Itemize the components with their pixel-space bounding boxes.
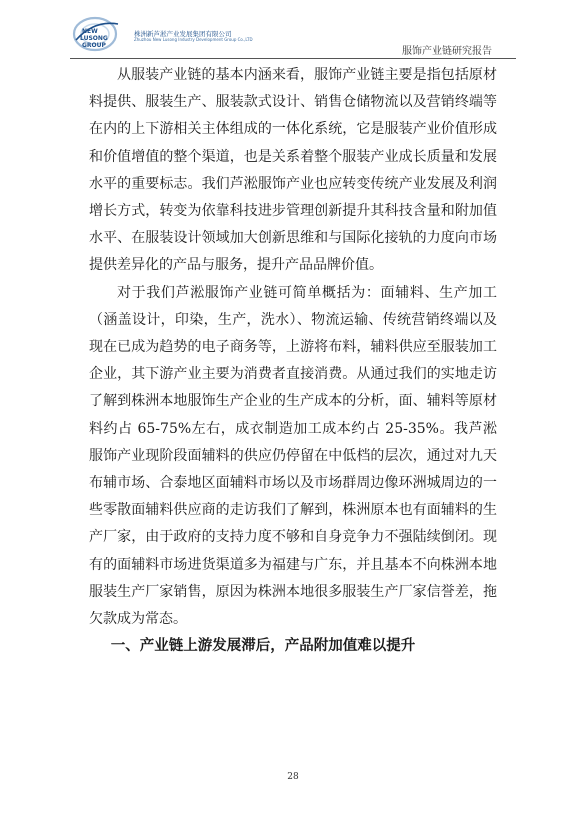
section-heading: 一、产业链上游发展滞后，产品附加值难以提升 <box>110 638 416 655</box>
logo-text-1: NEW <box>82 28 98 35</box>
company-name: 株洲新芦淞产业发展集团有限公司 <box>134 30 232 38</box>
page-number: 28 <box>287 772 299 782</box>
document-body <box>89 62 497 660</box>
report-title: 服饰产业链研究报告 <box>402 46 492 57</box>
body-paragraph-2: 对于我们芦淞服饰产业链可简单概括为：面辅料、生产加工（涵盖设计，印染，生产，洗水）、物流运输、传统营销终端以及现在已成为趋势的电子商务等，上游将布料，辅料供应至服装加工企业，其下游产业主要为消费者直接消费。从通过我们的实地走访了解到株洲本地服饰生产企业的生产成本的分析，面、辅料等原材料约占 65-75%左右，成衣制造加工成本约占 25-35%。我芦淞服饰产业现阶段面辅料的供应仍停留在中低档的层次，通过对九天布辅市场、合泰地区面辅料市场以及市场群周边像环洲城周边的一些零散面辅料供应商的走访我们了解到，株洲原本也有面辅料的生产厂家，由于政府的支持力度不够和自身竞争力不强陆续倒闭。现有的面辅料市场进货渠道多为福建与广东，并且基本不向株洲本地服装生产厂家销售，原因为株洲本地很多服装生产厂家信誉差，拖欠款成为常态。 <box>89 284 497 628</box>
logo-text-3: GROUP <box>82 42 106 49</box>
company-name-en: Zhuzhou New Lusong Industry Development Group Co.,LTD <box>134 37 253 42</box>
header-divider <box>70 58 516 59</box>
company-logo-icon <box>72 14 130 54</box>
logo-text-2: LUSONG <box>80 35 108 42</box>
page-header <box>0 0 586 62</box>
body-paragraph-1: 从服装产业链的基本内涵来看，服饰产业链主要是指包括原材料提供、服装生产、服装款式设计、销售仓储物流以及营销终端等在内的上下游相关主体组成的一体化系统，它是服装产业价值形成和价值增值的整个渠道，也是关系着整个服装产业成长质量和发展水平的重要标志。我们芦淞服饰产业也应转变传统产业发展及利润增长方式，转变为依靠科技进步管理创新提升其科技含量和附加值水平、在服装设计领域加大创新思维和与国际化接轨的力度向市场提供差异化的产品与服务，提升产品品牌价值。 <box>89 67 497 274</box>
